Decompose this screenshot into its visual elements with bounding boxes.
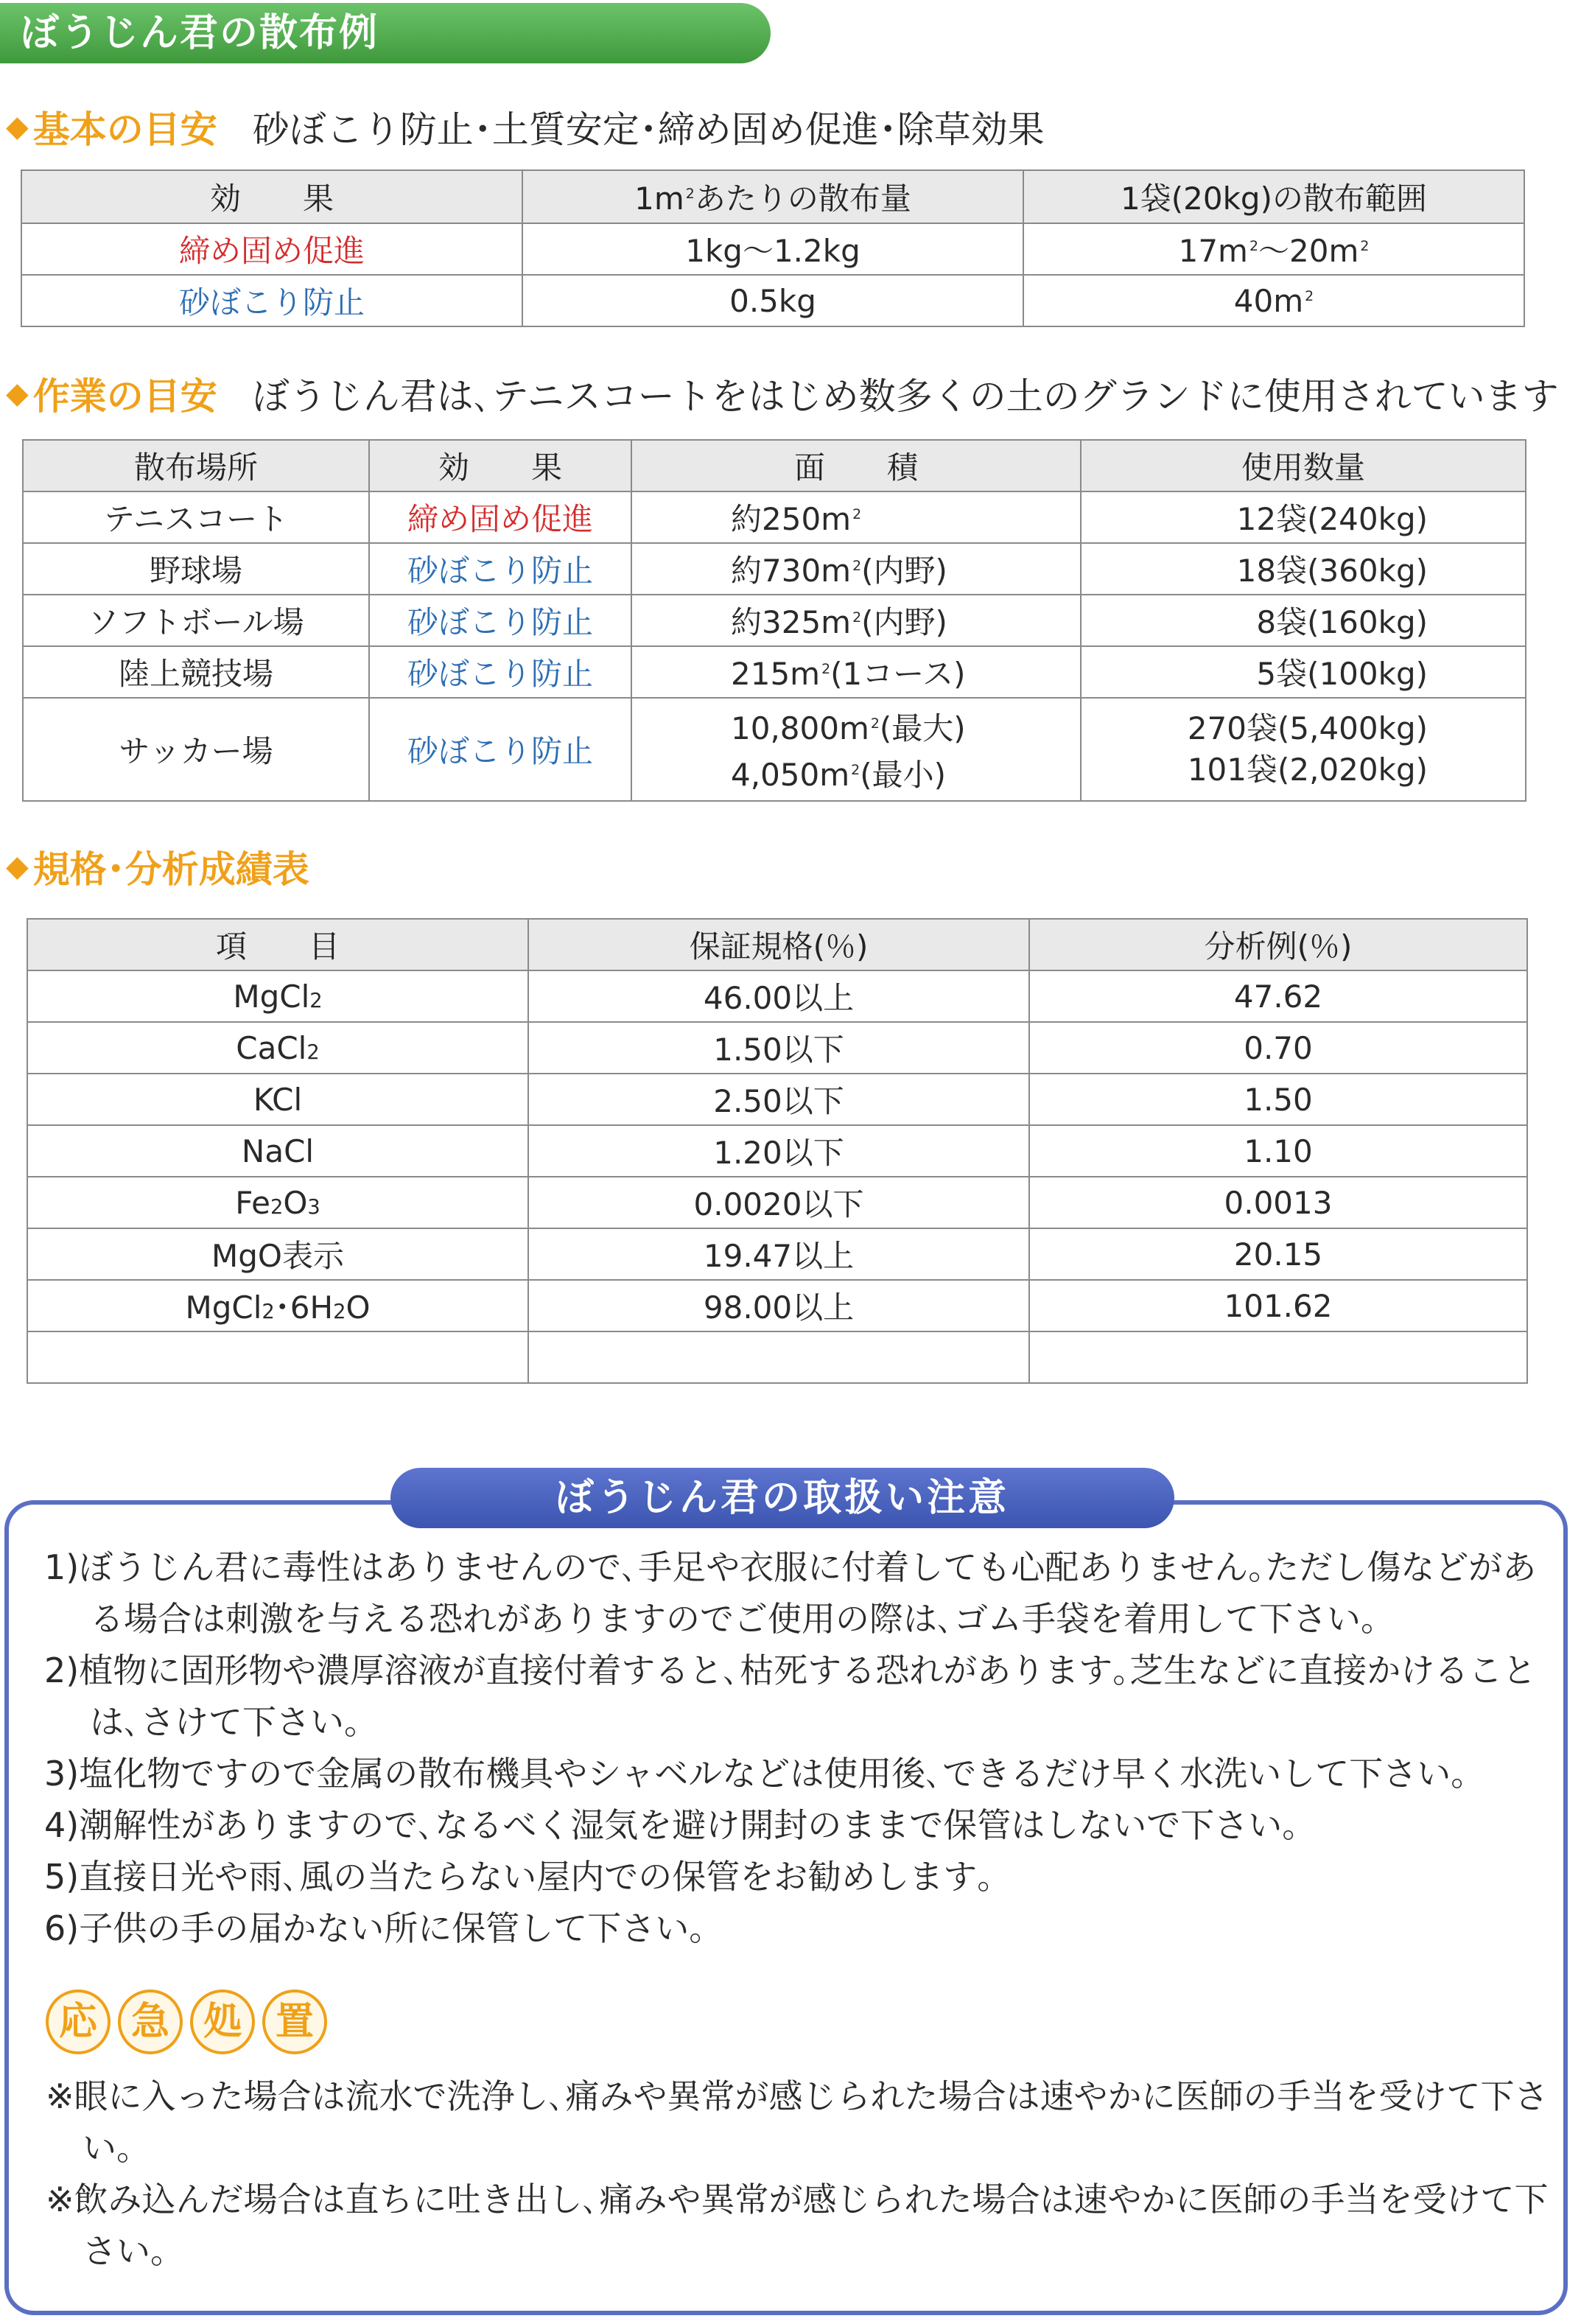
place-cell: ソフトボール場 [23, 595, 369, 646]
basic-guide-table [21, 169, 1525, 327]
section2-desc: ぼうじん君は､テニスコートをはじめ数多くの土のグランドに使用されています [252, 375, 1559, 418]
result-cell: 47.62 [1029, 970, 1527, 1022]
spec-cell: 0.0020以下 [528, 1177, 1029, 1228]
amount-cell: 0.5kg [522, 275, 1023, 326]
table-header: 効 果 [369, 440, 631, 491]
table-header: 使用数量 [1081, 440, 1526, 491]
work-guide-table [22, 439, 1526, 802]
amount-cell: 1kg～1.2kg [522, 223, 1023, 275]
qty-cell: 12袋(240kg) [1081, 491, 1526, 543]
section3-label: 規格･分析成績表 [32, 848, 309, 891]
section2-label: 作業の目安 [32, 375, 217, 418]
table-row [21, 223, 1524, 275]
notice-item: 3)塩化物ですので金属の散布機具やシャベルなどは使用後､できるだけ早く水洗いして下さい｡ [44, 1754, 1468, 1793]
result-cell: 0.0013 [1029, 1177, 1527, 1228]
table-header: 1袋(20kg)の散布範囲 [1023, 170, 1524, 223]
table-row [23, 646, 1526, 698]
diamond-icon: ◆ [6, 850, 29, 883]
item-cell: NaCl [27, 1125, 528, 1177]
table-header: 面 積 [631, 440, 1081, 491]
qty-cell: 8袋(160kg) [1081, 595, 1526, 646]
emergency-char: 置 [262, 1989, 327, 2054]
effect-cell: 砂ぼこり防止 [369, 543, 631, 595]
area-cell: 約730m $^2$(内野) [631, 543, 1081, 595]
area-cell: 約325m $^2$(内野) [631, 595, 1081, 646]
emergency-char: 処 [190, 1989, 255, 2054]
section1-label: 基本の目安 [32, 108, 217, 151]
emergency-item: ※飲み込んだ場合は直ちに吐き出し､痛みや異常が感じられた場合は速やかに医師の手当を受けて下さい｡ [46, 2180, 1549, 2271]
table-row [27, 1280, 1527, 1331]
table-header: 保証規格(％) [528, 919, 1029, 970]
table-row-empty [27, 1331, 1527, 1383]
page-title: ぼうじん君の散布例 [0, 3, 771, 63]
table-row [23, 595, 1526, 646]
spec-cell: 98.00以上 [528, 1280, 1029, 1331]
spec-cell: 19.47以上 [528, 1228, 1029, 1280]
emergency-item: ※眼に入った場合は流水で洗浄し､痛みや異常が感じられた場合は速やかに医師の手当を受けて下さい｡ [46, 2076, 1549, 2168]
result-cell: 20.15 [1029, 1228, 1527, 1280]
item-cell: KCl [27, 1074, 528, 1125]
spec-cell: 1.20以下 [528, 1125, 1029, 1177]
spec-cell: 2.50以下 [528, 1074, 1029, 1125]
result-cell: 101.62 [1029, 1280, 1527, 1331]
table-row [27, 1125, 1527, 1177]
item-cell: CaCl2 [27, 1022, 528, 1074]
table-row [23, 543, 1526, 595]
effect-cell: 砂ぼこり防止 [369, 646, 631, 698]
empty-cell [528, 1331, 1029, 1383]
notice-list [44, 1541, 1554, 1954]
notice-item: 2)植物に固形物や濃厚溶液が直接付着すると､枯死する恐れがあります｡芝生などに直接かけることは､さけて下さい｡ [44, 1651, 1537, 1742]
item-cell: MgO表示 [27, 1228, 528, 1280]
result-cell: 1.50 [1029, 1074, 1527, 1125]
effect-cell: 砂ぼこり防止 [369, 698, 631, 801]
notice-item: 4)潮解性がありますので､なるべく湿気を避け開封のままで保管はしないで下さい｡ [44, 1805, 1300, 1845]
emergency-heading [46, 1989, 327, 2054]
emergency-list [46, 2071, 1549, 2277]
table-row [23, 698, 1526, 801]
effect-cell: 砂ぼこり防止 [369, 595, 631, 646]
result-cell: 1.10 [1029, 1125, 1527, 1177]
table-header: 効 果 [21, 170, 522, 223]
place-cell: サッカー場 [23, 698, 369, 801]
notice-item: 5)直接日光や雨､風の当たらない屋内での保管をお勧めします｡ [44, 1857, 995, 1897]
empty-cell [1029, 1331, 1527, 1383]
place-cell: 陸上競技場 [23, 646, 369, 698]
notice-item: 1)ぼうじん君に毒性はありませんので､手足や衣服に付着しても心配ありません｡ただし傷などがある場合は刺激を与える恐れがありますのでご使用の際は､ゴム手袋を着用して下さい｡ [44, 1547, 1537, 1639]
table-row [27, 1228, 1527, 1280]
spec-table [27, 918, 1528, 1384]
qty-cell: 5袋(100kg) [1081, 646, 1526, 698]
table-row [27, 970, 1527, 1022]
section1-desc: 砂ぼこり防止･土質安定･締め固め促進･除草効果 [252, 108, 1045, 151]
place-cell: テニスコート [23, 491, 369, 543]
section3-heading [6, 840, 345, 893]
empty-cell [27, 1331, 528, 1383]
spec-cell: 46.00以上 [528, 970, 1029, 1022]
diamond-icon: ◆ [6, 377, 29, 410]
area-cell: 215m $^2$(1コース) [631, 646, 1081, 698]
item-cell: MgCl2･6H2O [27, 1280, 528, 1331]
range-cell: 40m $^2$ [1023, 275, 1524, 326]
emergency-char: 急 [118, 1989, 183, 2054]
diamond-icon: ◆ [6, 110, 29, 144]
table-row [27, 1074, 1527, 1125]
table-header: 項 目 [27, 919, 528, 970]
table-header: 散布場所 [23, 440, 369, 491]
effect-cell: 締め固め促進 [369, 491, 631, 543]
notice-item: 6)子供の手の届かない所に保管して下さい｡ [44, 1908, 707, 1948]
table-header: 1m $^2$あたりの散布量 [522, 170, 1023, 223]
item-cell: MgCl2 [27, 970, 528, 1022]
effect-cell: 砂ぼこり防止 [21, 275, 522, 326]
area-cell: 10,800m $^2$(最大) 4,050m $^2$(最小) [631, 698, 1081, 801]
table-row [27, 1177, 1527, 1228]
table-row [27, 1022, 1527, 1074]
result-cell: 0.70 [1029, 1022, 1527, 1074]
table-row [21, 275, 1524, 326]
qty-cell: 270袋(5,400kg) 101袋(2,020kg) [1081, 698, 1526, 801]
section1-heading [6, 100, 1045, 153]
effect-cell: 締め固め促進 [21, 223, 522, 275]
emergency-char: 応 [46, 1989, 111, 2054]
area-cell: 約250m $^2$ [631, 491, 1081, 543]
range-cell: 17m $^2$～20m $^2$ [1023, 223, 1524, 275]
item-cell: Fe2O3 [27, 1177, 528, 1228]
place-cell: 野球場 [23, 543, 369, 595]
section2-heading [6, 367, 1559, 420]
table-row [23, 491, 1526, 543]
notice-title: ぼうじん君の取扱い注意 [390, 1468, 1174, 1528]
table-header: 分析例(％) [1029, 919, 1527, 970]
qty-cell: 18袋(360kg) [1081, 543, 1526, 595]
spec-cell: 1.50以下 [528, 1022, 1029, 1074]
